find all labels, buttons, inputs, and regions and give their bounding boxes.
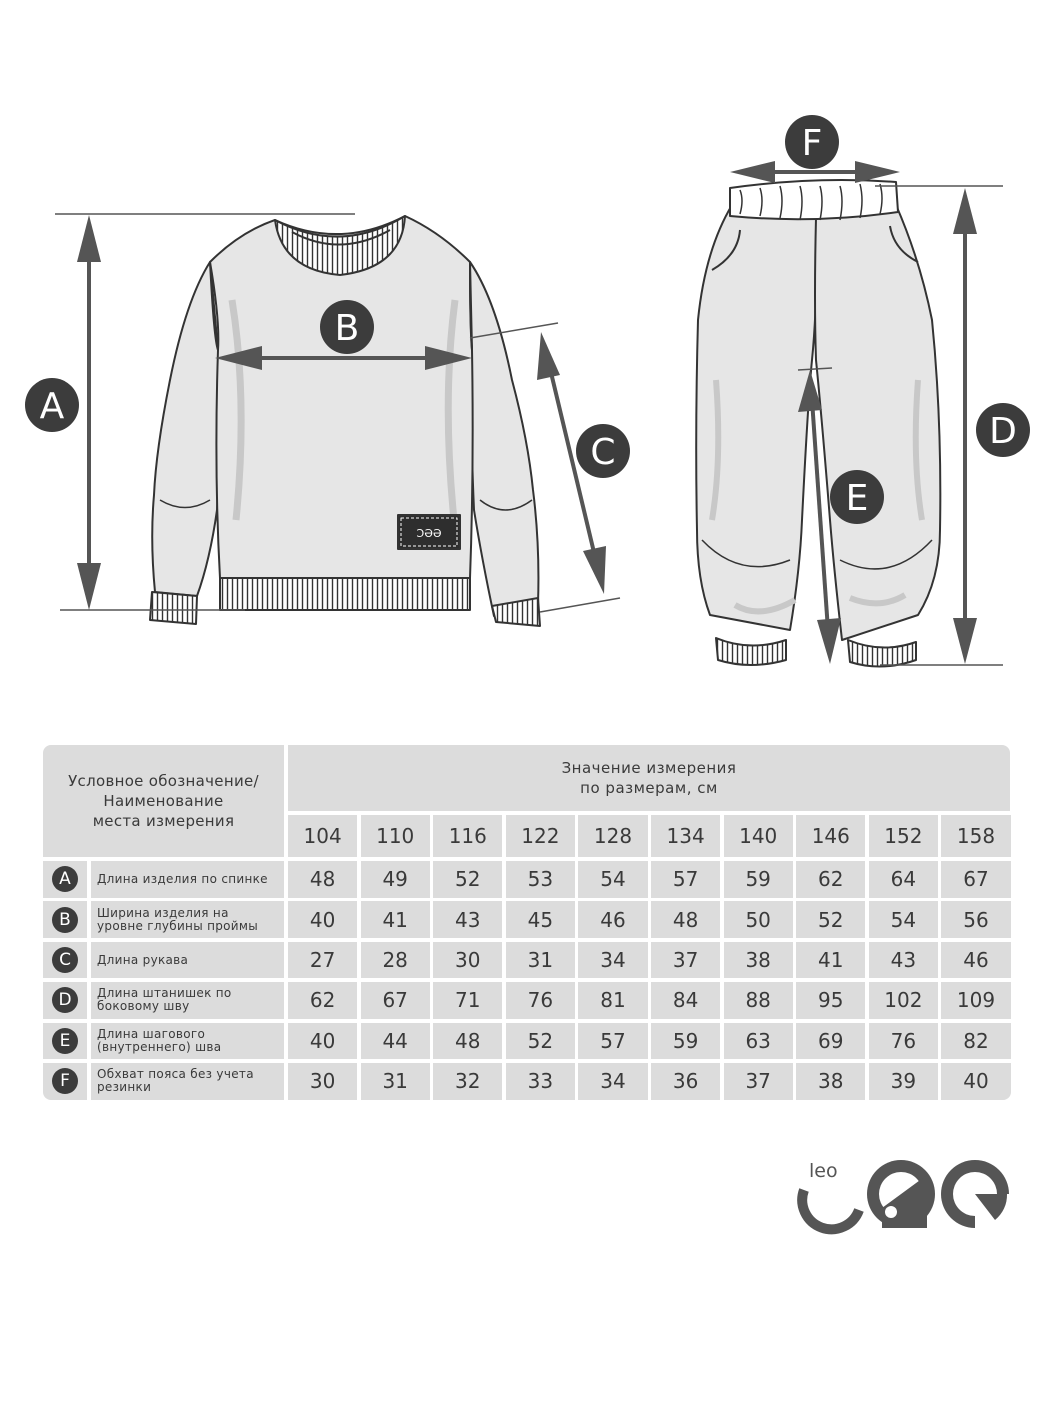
size-header-cell: 104 — [288, 815, 357, 857]
size-header-cell: 128 — [578, 815, 647, 857]
row-code-cell — [43, 1023, 87, 1060]
row-label-line: Длина штанишек по — [97, 986, 232, 1001]
value-cell: 30 — [288, 1063, 357, 1100]
size-header-cell: 140 — [724, 815, 793, 857]
value-cell: 49 — [361, 861, 430, 898]
value-cell: 27 — [288, 942, 357, 979]
row-label-line: уровне глубины проймы — [97, 918, 259, 933]
row-label-cell — [91, 1063, 284, 1100]
value-cell: 41 — [796, 942, 865, 979]
value-cell: 95 — [796, 982, 865, 1019]
value-cell: 43 — [869, 942, 938, 979]
sweatshirt-illustration — [150, 216, 540, 626]
value-cell: 48 — [433, 1023, 502, 1060]
value-cell: 38 — [796, 1063, 865, 1100]
row-code-cell — [43, 901, 87, 938]
row-label-cell — [91, 901, 284, 938]
row-label-line: Длина изделия по спинке — [97, 871, 268, 886]
row-code-badge: C — [52, 947, 78, 973]
size-header-cell: 116 — [433, 815, 502, 857]
size-header-cell: 152 — [869, 815, 938, 857]
value-cell: 102 — [869, 982, 938, 1019]
value-cell: 34 — [578, 942, 647, 979]
value-cell: 52 — [433, 861, 502, 898]
value-cell: 52 — [796, 901, 865, 938]
value-cell: 82 — [941, 1023, 1010, 1060]
brand-logo — [795, 1150, 1015, 1235]
value-cell: 40 — [941, 1063, 1010, 1100]
value-cell: 40 — [288, 901, 357, 938]
pants-illustration — [696, 180, 940, 667]
size-header-cell: 122 — [506, 815, 575, 857]
brand-logo-c-icon — [802, 1190, 859, 1229]
row-code-cell — [43, 982, 87, 1019]
header-values — [288, 745, 1010, 811]
row-code-cell — [43, 1063, 87, 1100]
value-cell: 64 — [869, 861, 938, 898]
row-code-badge: F — [52, 1068, 78, 1094]
header-designation — [43, 745, 284, 857]
row-code-badge: E — [52, 1028, 78, 1054]
value-cell: 76 — [506, 982, 575, 1019]
value-cell: 59 — [651, 1023, 720, 1060]
value-cell: 59 — [724, 861, 793, 898]
value-cell: 50 — [724, 901, 793, 938]
size-header-cell: 158 — [941, 815, 1010, 857]
value-cell: 57 — [578, 1023, 647, 1060]
header-values-line2: по размерам, см — [580, 779, 718, 797]
value-cell: 48 — [651, 901, 720, 938]
value-cell: 41 — [361, 901, 430, 938]
value-cell: 31 — [506, 942, 575, 979]
row-code-cell — [43, 861, 87, 898]
header-designation-line1: Условное обозначение/ — [68, 772, 259, 790]
value-cell: 54 — [869, 901, 938, 938]
badge-b-letter: B — [334, 308, 360, 349]
size-table — [43, 745, 1010, 1101]
badge-f-letter: F — [801, 123, 823, 164]
patch-logo-text: ꓛƏƏ — [416, 527, 442, 540]
value-cell: 53 — [506, 861, 575, 898]
header-designation-line3: места измерения — [92, 812, 235, 830]
value-cell: 38 — [724, 942, 793, 979]
value-cell: 46 — [941, 942, 1010, 979]
value-cell: 39 — [869, 1063, 938, 1100]
badge-a-letter: A — [39, 386, 65, 427]
value-cell: 81 — [578, 982, 647, 1019]
value-cell: 76 — [869, 1023, 938, 1060]
row-label-cell — [91, 942, 284, 979]
value-cell: 45 — [506, 901, 575, 938]
row-label-cell — [91, 982, 284, 1019]
value-cell: 30 — [433, 942, 502, 979]
row-code-badge: A — [52, 866, 78, 892]
row-label-cell — [91, 861, 284, 898]
value-cell: 52 — [506, 1023, 575, 1060]
value-cell: 48 — [288, 861, 357, 898]
brand-logo-text: leo — [809, 1160, 838, 1182]
value-cell: 43 — [433, 901, 502, 938]
value-cell: 88 — [724, 982, 793, 1019]
row-code-badge: D — [52, 987, 78, 1013]
value-cell: 109 — [941, 982, 1010, 1019]
value-cell: 33 — [506, 1063, 575, 1100]
header-designation-line2: Наименование — [103, 792, 224, 810]
badge-e-letter: E — [845, 478, 869, 519]
value-cell: 36 — [651, 1063, 720, 1100]
value-cell: 69 — [796, 1023, 865, 1060]
value-cell: 37 — [724, 1063, 793, 1100]
value-cell: 67 — [361, 982, 430, 1019]
row-label-line: боковому шву — [97, 999, 190, 1014]
row-label-line: Длина рукава — [97, 952, 189, 967]
value-cell: 84 — [651, 982, 720, 1019]
value-cell: 44 — [361, 1023, 430, 1060]
value-cell: 31 — [361, 1063, 430, 1100]
value-cell: 40 — [288, 1023, 357, 1060]
size-header-cell: 110 — [361, 815, 430, 857]
row-label-line: Длина шагового — [97, 1026, 206, 1041]
value-cell: 34 — [578, 1063, 647, 1100]
value-cell: 71 — [433, 982, 502, 1019]
row-code-badge: B — [52, 907, 78, 933]
value-cell: 57 — [651, 861, 720, 898]
badge-c-letter: C — [590, 432, 616, 473]
size-header-cell: 146 — [796, 815, 865, 857]
value-cell: 28 — [361, 942, 430, 979]
row-label-line: Ширина изделия на — [97, 905, 229, 920]
value-cell: 62 — [288, 982, 357, 1019]
value-cell: 62 — [796, 861, 865, 898]
row-label-line: резинки — [97, 1080, 152, 1095]
value-cell: 37 — [651, 942, 720, 979]
value-cell: 56 — [941, 901, 1010, 938]
row-label-line: (внутреннего) шва — [97, 1039, 222, 1054]
row-label-cell — [91, 1023, 284, 1060]
row-code-cell — [43, 942, 87, 979]
size-header-cell: 134 — [651, 815, 720, 857]
badge-d-letter: D — [989, 411, 1017, 452]
row-label-line: Обхват пояса без учета — [97, 1067, 254, 1082]
value-cell: 46 — [578, 901, 647, 938]
value-cell: 32 — [433, 1063, 502, 1100]
value-cell: 67 — [941, 861, 1010, 898]
header-values-line1: Значение измерения — [561, 759, 737, 777]
value-cell: 63 — [724, 1023, 793, 1060]
value-cell: 54 — [578, 861, 647, 898]
